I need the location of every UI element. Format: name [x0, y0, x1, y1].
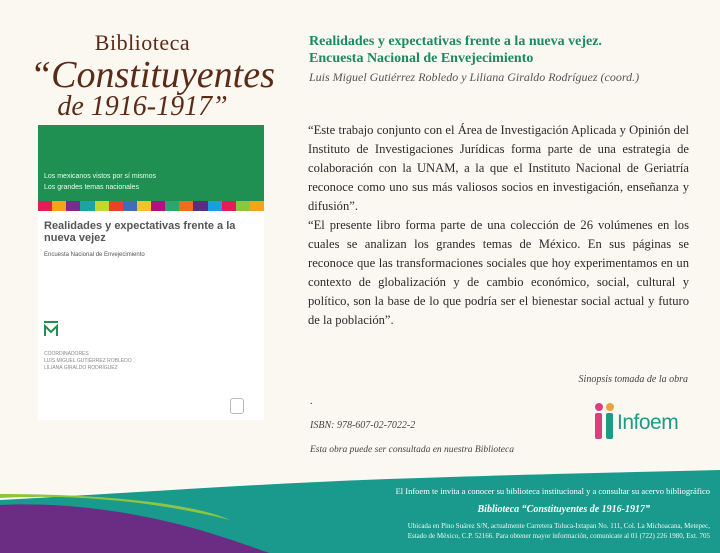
- cover-stripe: [250, 201, 264, 211]
- cover-band: [38, 125, 264, 201]
- synopsis: [308, 121, 689, 330]
- cover-stripe: [151, 201, 165, 211]
- synopsis-source: Sinopsis tomada de la obra: [578, 374, 688, 385]
- cover-stripe: [137, 201, 151, 211]
- book-cover: [38, 125, 264, 420]
- cover-stripe: [179, 201, 193, 211]
- cover-stripe: [208, 201, 222, 211]
- cover-series-2: Los grandes temas nacionales: [44, 184, 139, 191]
- book-title: [309, 33, 709, 67]
- cover-stripe: [52, 201, 66, 211]
- cover-stripe: [66, 201, 80, 211]
- isbn: ISBN: 978-607-02-7022-2: [310, 420, 416, 431]
- logo-line-3: de 1916-1917”: [57, 91, 228, 122]
- cover-authors: [44, 351, 132, 372]
- book-authors: Luis Miguel Gutiérrez Robledo y Liliana Giraldo Rodríguez (coord.): [309, 70, 640, 84]
- cover-series-1: Los mexicanos vistos por sí mismos: [44, 173, 157, 180]
- footer-address-line-1: Ubicada en Pino Suárez S/N, actualmente Carretera Toluca-Ixtapan No. 111, Col. La Michoacana, Metepec,: [407, 522, 710, 530]
- cover-stripe: [165, 201, 179, 211]
- consult-note: Esta obra puede ser consultada en nuestra Biblioteca: [310, 445, 514, 455]
- cover-stripe: [95, 201, 109, 211]
- logo-line-2: “Constituyentes: [30, 54, 275, 96]
- logo-line-1: Biblioteca: [94, 30, 191, 55]
- footer-invite: El Infoem te invita a conocer su biblioteca institucional y a consultar su acervo bibliográfico: [395, 486, 710, 496]
- cover-stripes: [38, 201, 264, 211]
- synopsis-paragraph-2: “El presente libro forma parte de una colección de 26 volúmenes en los cuales se analizan los grandes temas de México. En sus páginas se reconoce que las transformaciones sociales que hoy experimentamos en un contexto de globalización y de cambio económico, social, cultural y político, son la base de lo que podría ser el bienestar social actual y futuro de la población”.: [308, 218, 689, 327]
- book-title-line-2: Encuesta Nacional de Envejecimiento: [309, 51, 534, 66]
- synopsis-paragraph-1: “Este trabajo conjunto con el Área de Investigación Aplicada y Opinión del Instituto de Investigaciones Jurídicas forma parte de una estrategia de colaboración con la UNAM, a la que el Instituto Nacional de Geriatría reconoce como uno sus más valiosos socios en investigación, enseñanza y difusión”.: [308, 123, 689, 213]
- infoem-logo-text: Infoem: [617, 411, 679, 434]
- footer-address-line-2: Estado de México, C.P. 52166. Para obtener mayor información, comunicate al 01 (722) 226 1980, Ext. 705: [407, 532, 710, 540]
- cover-author-1: LUIS MIGUEL GUTIÉRREZ ROBLEDO: [44, 358, 132, 364]
- footer-address: [300, 521, 710, 541]
- book-title-line-1: Realidades y expectativas frente a la nueva vejez.: [309, 34, 602, 49]
- cover-stripe: [123, 201, 137, 211]
- cover-title: Realidades y expectativas frente a la nueva vejez: [44, 220, 236, 244]
- cover-stripe: [222, 201, 236, 211]
- cover-stripe: [109, 201, 123, 211]
- cover-stripe: [38, 201, 52, 211]
- unam-crest-icon: [230, 398, 244, 414]
- cover-stripe: [236, 201, 250, 211]
- footer-library-name: Biblioteca “Constituyentes de 1916-1917”: [477, 504, 650, 515]
- cover-stripe: [193, 201, 207, 211]
- library-logo: [30, 30, 275, 122]
- cover-stripe: [80, 201, 94, 211]
- cover-authors-label: COORDINADORES: [44, 351, 89, 357]
- separator-dot: .: [310, 396, 313, 407]
- cover-author-2: LILIANA GIRALDO RODRÍGUEZ: [44, 365, 118, 371]
- cover-subtitle: Encuesta Nacional de Envejecimiento: [44, 252, 145, 258]
- publisher-mark-icon: [44, 321, 58, 337]
